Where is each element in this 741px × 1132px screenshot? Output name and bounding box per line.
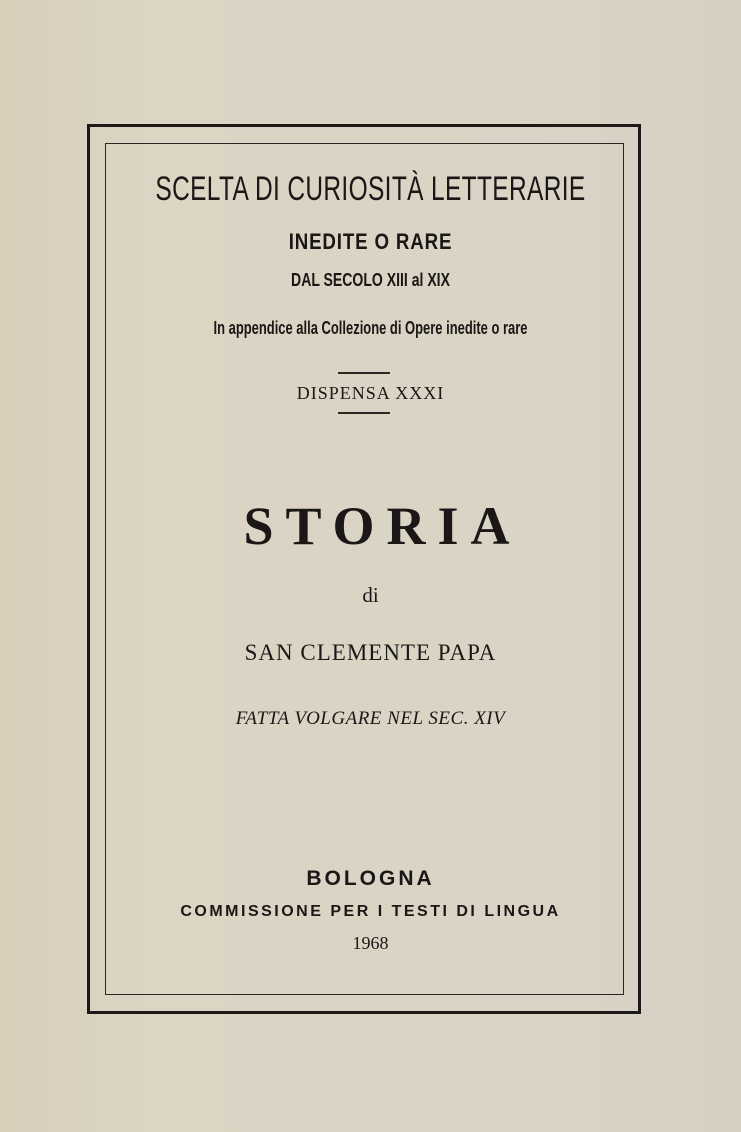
book-subject: SAN CLEMENTE PAPA <box>244 640 497 665</box>
dispensa-number: DISPENSA XXXI <box>296 383 445 403</box>
series-dates: DAL SECOLO XIII al XIX <box>291 270 450 290</box>
series-subtitle: INEDITE O RARE <box>288 229 453 254</box>
title-connector: di <box>362 583 379 607</box>
rule-below-dispensa <box>338 412 390 414</box>
book-title: STORIA <box>243 496 522 556</box>
rule-above-dispensa <box>338 372 390 374</box>
publication-city: BOLOGNA <box>306 867 435 890</box>
appendix-note: In appendice alla Collezione di Opere inedite o rare <box>213 318 528 338</box>
translation-note: FATTA VOLGARE NEL SEC. XIV <box>235 708 506 729</box>
series-title: SCELTA DI CURIOSITÀ LETTERARIE <box>155 170 586 208</box>
publisher-name: COMMISSIONE PER I TESTI DI LINGUA <box>180 903 561 920</box>
publication-year: 1968 <box>352 933 389 953</box>
